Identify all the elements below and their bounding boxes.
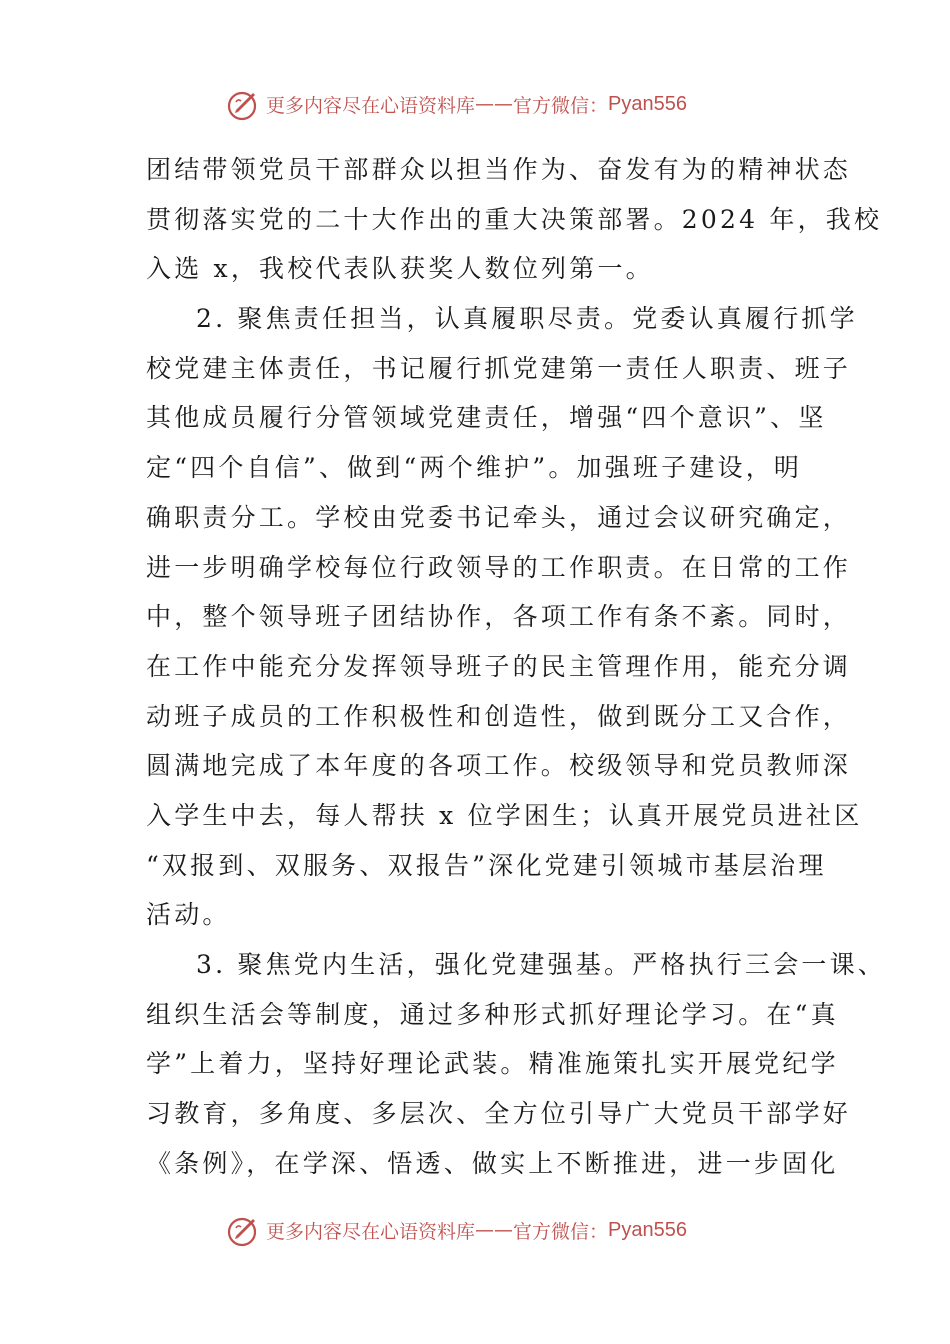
body-line: 入选 x，我校代表队获奖人数位列第一。: [146, 254, 654, 284]
body-line: 定“四个自信”、做到“两个维护”。加强班子建设，明: [146, 453, 803, 483]
body-line: 中，整个领导班子团结协作，各项工作有条不紊。同时，: [146, 602, 852, 632]
body-line: 入学生中去，每人帮扶 x 位学困生；认真开展党员进社区: [146, 800, 863, 830]
body-line: 团结带领党员干部群众以担当作为、奋发有为的精神状态: [146, 155, 852, 184]
body-line: 校党建主体责任，书记履行抓党建第一责任人职责、班子: [146, 353, 852, 383]
body-line: 活动。: [146, 900, 231, 930]
paragraph-heading-3: 3. 聚焦党内生活，强化党建强基。严格执行三会一课、: [196, 950, 887, 979]
banner-slogan: 更多内容尽在心语资料库: [266, 94, 476, 117]
paragraph-heading-2: 2. 聚焦责任担当，认真履职尽责。党委认真履行抓学: [196, 304, 858, 334]
banner-dash: ——: [475, 1219, 514, 1241]
banner-slogan: 更多内容尽在心语资料库: [266, 1220, 476, 1243]
banner-wechat-label: 官方微信：: [513, 94, 609, 117]
banner-wechat-handle: Pyan556: [608, 92, 687, 115]
body-line: 组织生活会等制度，通过多种形式抓好理论学习。在“真: [146, 999, 839, 1029]
body-line: 其他成员履行分管领域党建责任，增强“四个意识”、坚: [146, 403, 827, 433]
body-line: 学”上着力，坚持好理论武装。精准施策扎实开展党纪学: [146, 1049, 839, 1079]
body-line: 确职责分工。学校由党委书记牵头，通过会议研究确定，: [146, 502, 852, 532]
body-line: 《条例》，在学深、悟透、做实上不断推进，进一步固化: [146, 1148, 839, 1178]
pen-nib-logo-icon: [226, 1212, 262, 1248]
banner-dash: ——: [475, 93, 514, 115]
body-line: 习教育，多角度、多层次、全方位引导广大党员干部学好: [146, 1099, 852, 1129]
body-line: 贯彻落实党的二十大作出的重大决策部署。2024 年，我校: [146, 204, 883, 234]
body-line: “双报到、双服务、双报告”深化党建引领城市基层治理: [146, 850, 827, 880]
body-line: 在工作中能充分发挥领导班子的民主管理作用，能充分调: [146, 651, 852, 681]
pen-nib-logo-icon: [226, 86, 262, 122]
document-body: [146, 145, 887, 1188]
body-line: 圆满地完成了本年度的各项工作。校级领导和党员教师深: [146, 751, 852, 781]
header-banner: [226, 84, 746, 124]
banner-wechat-label: 官方微信：: [513, 1220, 609, 1243]
footer-banner: [226, 1210, 746, 1250]
body-line: 动班子成员的工作积极性和创造性，做到既分工又合作，: [146, 701, 852, 731]
body-line: 进一步明确学校每位行政领导的工作职责。在日常的工作: [146, 552, 852, 582]
banner-wechat-handle: Pyan556: [608, 1218, 687, 1241]
